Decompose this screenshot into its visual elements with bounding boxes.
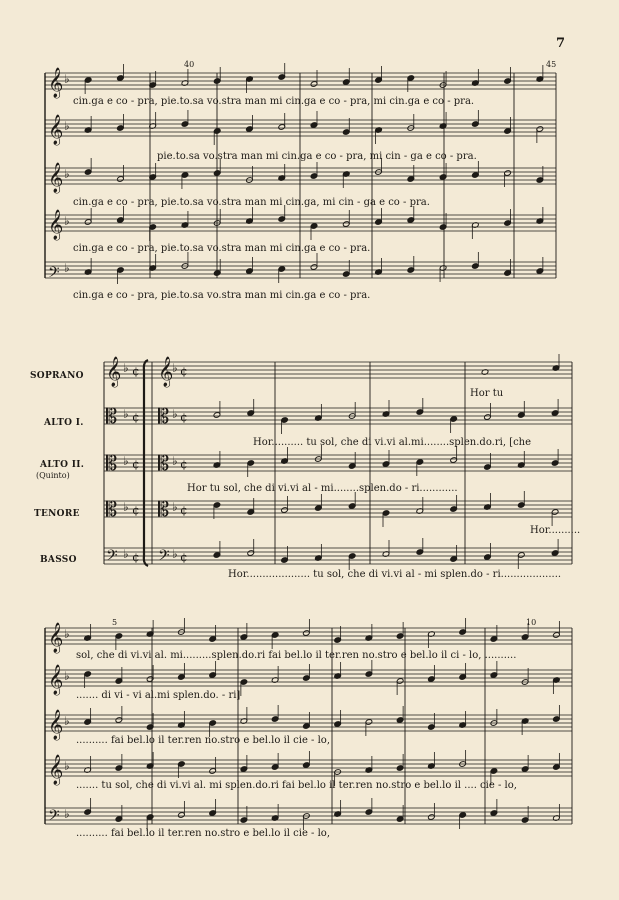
voice-label-basso: BASSO <box>40 555 77 565</box>
time-signature: ¢ <box>132 457 140 471</box>
bass-clef: 𝄢 <box>48 264 60 285</box>
c-clef: 𝄡 <box>158 497 170 521</box>
bass-clef: 𝄢 <box>158 547 170 568</box>
lyric-line: .......... fai bel.lo il ter.ren no.stro e bel.lo il cie - lo, <box>76 828 330 839</box>
treble-clef: 𝄞 <box>48 623 64 653</box>
measure-number: 45 <box>546 60 557 69</box>
lyric-line: Hor.......... tu sol, che di vi.vi al.mi........splen.do.ri, [che <box>253 437 532 448</box>
flat-sign: ♭ <box>172 500 178 514</box>
treble-clef: 𝄞 <box>48 210 64 240</box>
c-clef: 𝄡 <box>158 451 170 475</box>
time-signature: ¢ <box>180 503 188 517</box>
time-signature: ¢ <box>132 550 140 564</box>
flat-sign: ♭ <box>64 167 70 181</box>
time-signature: ¢ <box>132 410 140 424</box>
voice-label-tenore: TENORE <box>34 509 80 519</box>
bass-clef: 𝄢 <box>106 547 118 568</box>
lyric-line: Hor.......... <box>530 525 581 536</box>
treble-clef: 𝄞 <box>48 665 64 695</box>
c-clef: 𝄡 <box>106 404 118 428</box>
flat-sign: ♭ <box>64 807 70 821</box>
treble-clef: 𝄞 <box>48 68 64 98</box>
flat-sign: ♭ <box>64 72 70 86</box>
measure-number: 10 <box>526 618 537 627</box>
time-signature: ¢ <box>180 410 188 424</box>
lyric-line: ....... tu sol, che di vi.vi al. mi splen.do.ri fai bel.lo il ter.ren no.stro e bel.lo il .... cie - lo, <box>76 780 517 791</box>
flat-sign: ♭ <box>123 454 129 468</box>
time-signature: ¢ <box>132 503 140 517</box>
c-clef: 𝄡 <box>106 451 118 475</box>
lyric-line: sol, che di vi.vi al. mi.........splen.do.ri fai bel.lo il ter.ren no.stro e bel.lo il ci - lo, .......... <box>76 650 517 661</box>
treble-clef: 𝄞 <box>48 710 64 740</box>
time-signature: ¢ <box>132 364 140 378</box>
c-clef: 𝄡 <box>106 497 118 521</box>
flat-sign: ♭ <box>172 454 178 468</box>
flat-sign: ♭ <box>123 407 129 421</box>
page-number: 7 <box>556 36 566 51</box>
treble-clef: 𝄞 <box>48 163 64 193</box>
treble-clef: 𝄞 <box>48 755 64 785</box>
c-clef: 𝄡 <box>158 404 170 428</box>
flat-sign: ♭ <box>123 547 129 561</box>
flat-sign: ♭ <box>172 361 178 375</box>
voice-label-alto-2: ALTO II. <box>40 460 85 470</box>
lyric-line: pie.to.sa vo.stra man mi cin.ga e co - pra, mi cin - ga e co - pra. <box>157 151 477 162</box>
voice-label-soprano: SOPRANO <box>30 371 84 381</box>
flat-sign: ♭ <box>123 361 129 375</box>
lyric-line: cin.ga e co - pra, pie.to.sa vo.stra man mi cin.ga e co - pra. <box>73 243 371 254</box>
voice-sublabel-quinto: (Quinto) <box>36 471 70 480</box>
time-signature: ¢ <box>180 550 188 564</box>
flat-sign: ♭ <box>64 119 70 133</box>
lyric-line: Hor tu <box>470 388 504 399</box>
lyric-line: ....... di vi - vi al.mi splen.do. - ri] <box>76 690 241 701</box>
flat-sign: ♭ <box>64 627 70 641</box>
flat-sign: ♭ <box>123 500 129 514</box>
lyric-line: cin.ga e co - pra, pie.to.sa vo.stra man mi cin.ga e co - pra. <box>73 290 371 301</box>
flat-sign: ♭ <box>64 261 70 275</box>
lyric-line: Hor tu sol, che di vi.vi al - mi........splen.do - ri............ <box>187 483 458 494</box>
lyric-line: cin.ga e co - pra, pie.to.sa vo.stra man mi cin.ga e co - pra, mi cin.ga e co - pra. <box>73 96 475 107</box>
treble-clef: 𝄞 <box>106 357 122 387</box>
time-signature: ¢ <box>180 364 188 378</box>
flat-sign: ♭ <box>64 714 70 728</box>
flat-sign: ♭ <box>64 214 70 228</box>
lyric-line: cin.ga e co - pra, pie.to.sa vo.stra man mi cin.ga, mi cin - ga e co - pra. <box>73 197 430 208</box>
treble-clef: 𝄞 <box>158 357 174 387</box>
flat-sign: ♭ <box>172 547 178 561</box>
measure-number: 40 <box>184 60 195 69</box>
voice-label-alto-1: ALTO I. <box>44 418 84 428</box>
lyric-line: .......... fai bel.lo il ter.ren no.stro e bel.lo il cie - lo, <box>76 735 330 746</box>
flat-sign: ♭ <box>172 407 178 421</box>
treble-clef: 𝄞 <box>48 115 64 145</box>
measure-number: 5 <box>112 618 118 627</box>
flat-sign: ♭ <box>64 759 70 773</box>
flat-sign: ♭ <box>64 669 70 683</box>
lyric-line: Hor.................... tu sol, che di vi.vi al - mi splen.do - ri................... <box>228 569 562 580</box>
bass-clef: 𝄢 <box>48 807 60 828</box>
time-signature: ¢ <box>180 457 188 471</box>
